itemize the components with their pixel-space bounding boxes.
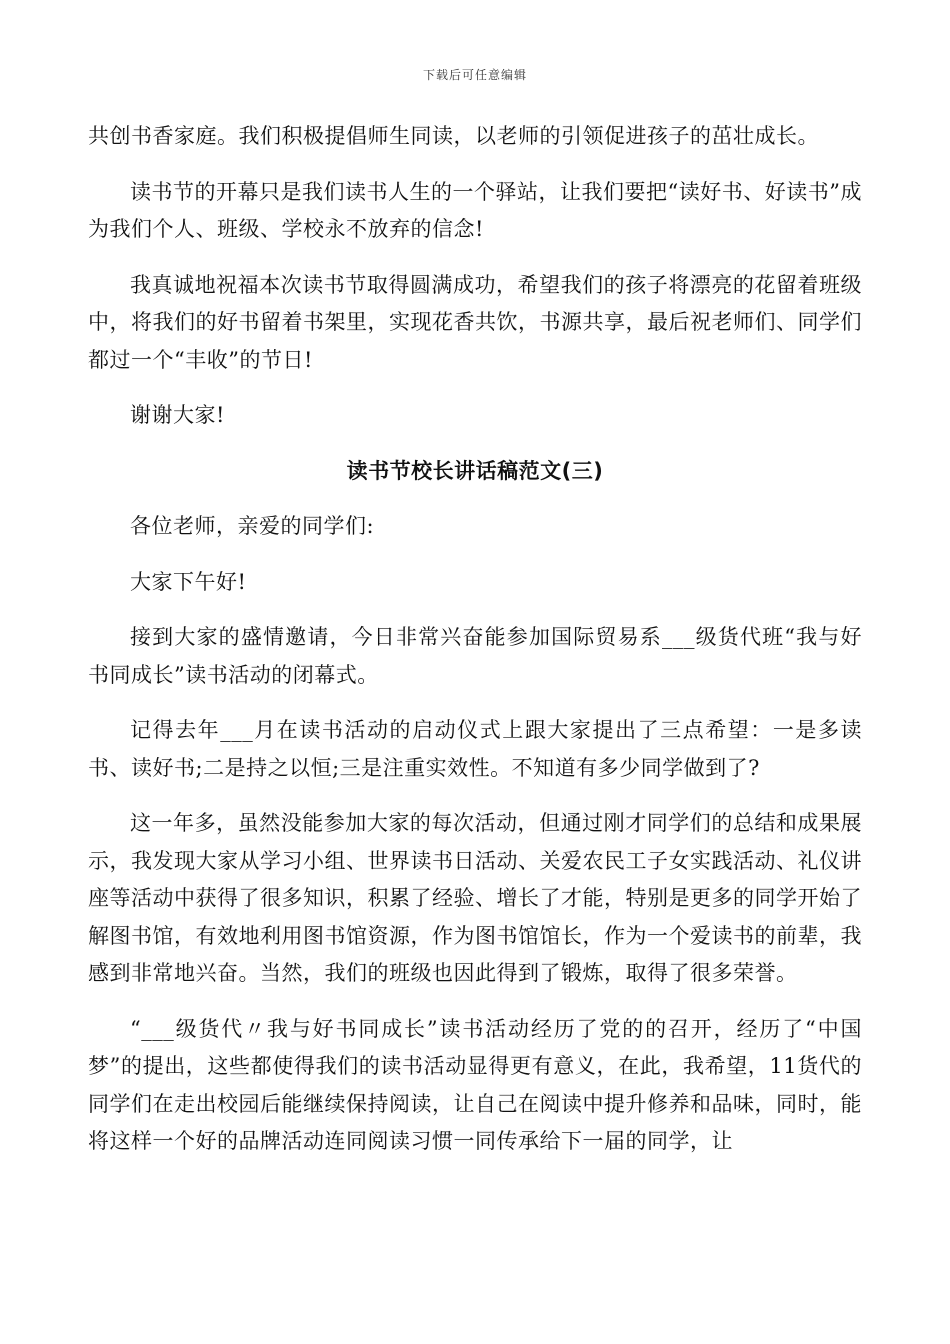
paragraph: 读书节的开幕只是我们读书人生的一个驿站，让我们要把“读好书、好读书”成为我们个人、班级、学校永不放弃的信念!: [88, 179, 862, 241]
paragraph: 记得去年___月在读书活动的启动仪式上跟大家提出了三点希望：一是多读书、读好书;二是持之以恒;三是注重实效性。不知道有多少同学做到了?: [88, 718, 862, 780]
header-note: 下载后可任意编辑: [422, 68, 527, 82]
paragraph-salutation: 各位老师，亲爱的同学们:: [130, 514, 375, 538]
paragraph: 这一年多，虽然没能参加大家的每次活动，但通过刚才同学们的总结和成果展示，我发现大家从学习小组、世界读书日活动、关爱农民工子女实践活动、礼仪讲座等活动中获得了很多知识，积累了经验、增长了才能，特别是更多的同学开始了解图书馆，有效地利用图书馆资源，作为图书馆馆长，作为一个爱读书的前辈，我感到非常地兴奋。当然，我们的班级也因此得到了锻炼，取得了很多荣誉。: [88, 811, 862, 985]
paragraph: “___级货代〃我与好书同成长”读书活动经历了党的的召开，经历了“中国梦”的提出，这些都使得我们的读书活动显得更有意义，在此，我希望，11货代的同学们在走出校园后能继续保持阅读，让自己在阅读中提升修养和品味，同时，能将这样一个好的品牌活动连同阅读习惯一同传承给下一届的同学，让: [88, 1016, 862, 1153]
paragraph-greeting: 大家下午好!: [130, 569, 247, 594]
paragraph: 接到大家的盛情邀请，今日非常兴奋能参加国际贸易系___级货代班“我与好书同成长”读书活动的闭幕式。: [88, 625, 862, 687]
paragraph-closing: 谢谢大家!: [130, 403, 225, 427]
document-body: [88, 118, 862, 1179]
paragraph-continuation: 共创书香家庭。我们积极提倡师生同读，以老师的引领促进孩子的茁壮成长。: [88, 124, 819, 148]
section-heading: 读书节校长讲话稿范文(三): [346, 458, 604, 483]
paragraph: 我真诚地祝福本次读书节取得圆满成功，希望我们的孩子将漂亮的花留着班级中，将我们的好书留着书架里，实现花香共饮，书源共享，最后祝老师们、同学们都过一个“丰收”的节日!: [88, 272, 862, 372]
